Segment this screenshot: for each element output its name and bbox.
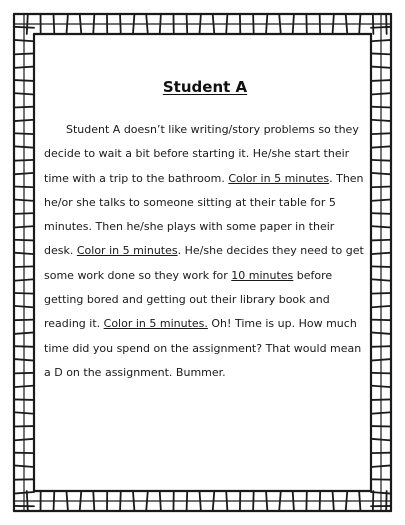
content-area <box>44 68 366 468</box>
underlined-instruction: 10 minutes <box>231 268 294 282</box>
story-text: before getting bored and getting out their library book and reading it. <box>44 268 333 331</box>
story-text: Student A doesn’t like writing/story problems so they decide to wait a bit before starting it. He/she start their time with a trip to the bathroom. <box>44 123 359 185</box>
page-title: Student A <box>162 78 248 96</box>
story-text: Oh! Time is up. How much time did you spend on the assignment? That would mean a D on the assignment. Bummer. <box>44 317 362 379</box>
underlined-instruction: Color in 5 minutes <box>76 244 178 258</box>
underlined-instruction: Color in 5 minutes <box>228 171 330 185</box>
underlined-instruction: Color in 5 minutes. <box>103 317 208 331</box>
story-text: . He/she decides they need to get some work done so they work for <box>44 244 364 282</box>
story-text: . Then he/or she talks to someone sitting at their table for 5 minutes. Then he/she plays with some paper in their desk. <box>44 171 364 258</box>
story-paragraph <box>44 118 366 385</box>
